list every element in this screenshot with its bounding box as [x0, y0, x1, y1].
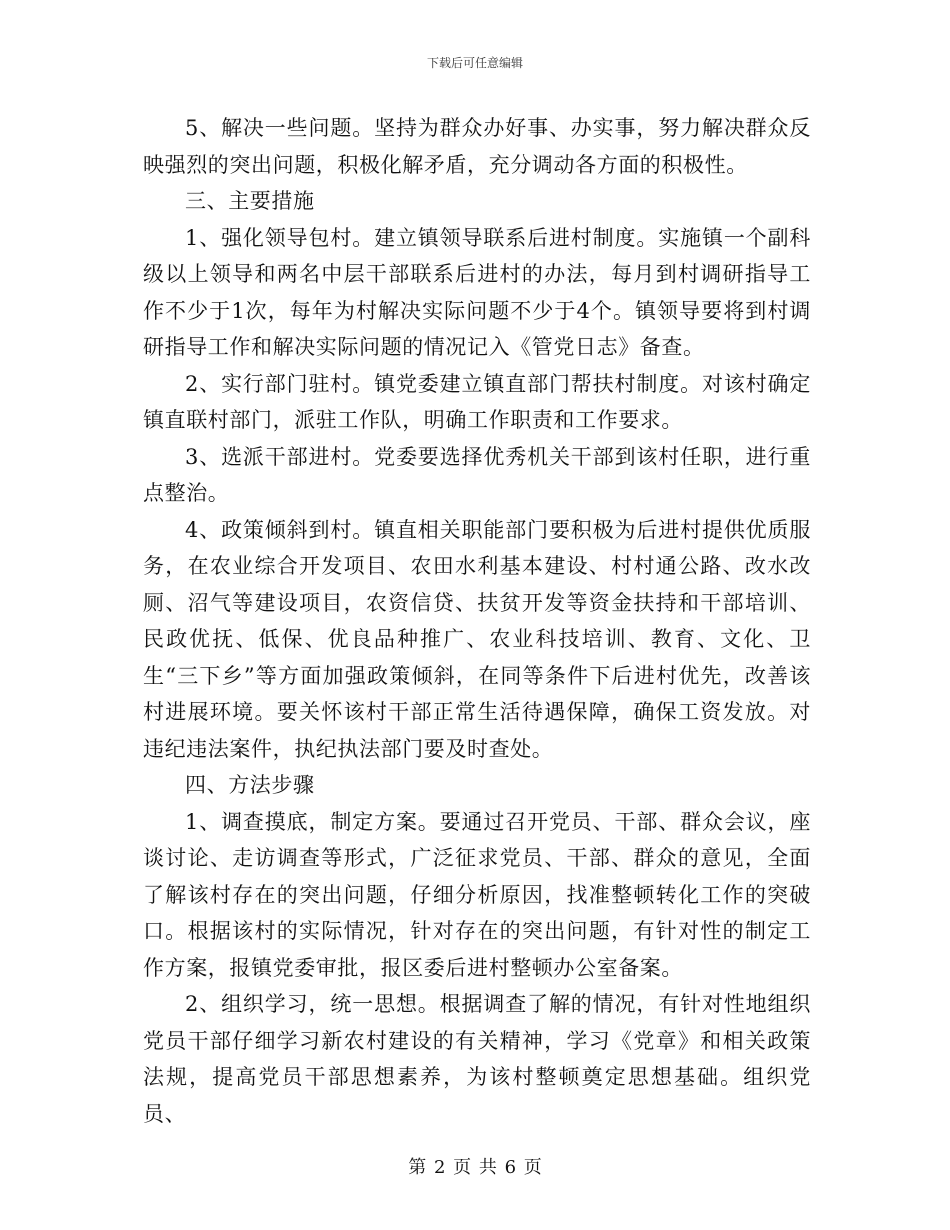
paragraph: 4、政策倾斜到村。镇直相关职能部门要积极为后进村提供优质服务，在农业综合开发项目、农田水利基本建设、村村通公路、改水改厕、沼气等建设项目，农资信贷、扶贫开发等资金扶持和干部培训、民政优抚、低保、优良品种推广、农业科技培训、教育、文化、卫生“三下乡”等方面加强政策倾斜，在同等条件下后进村优先，改善该村进展环境。要关怀该村干部正常生活待遇保障，确保工资发放。对违纪违法案件，执纪执法部门要及时查处。 — [143, 517, 811, 761]
paragraph: 5、解决一些问题。坚持为群众办好事、办实事，努力解决群众反映强烈的突出问题，积极化解矛盾，充分调动各方面的积极性。 — [143, 116, 811, 177]
paragraph: 2、组织学习，统一思想。根据调查了解的情况，有针对性地组织党员干部仔细学习新农村建设的有关精神，学习《党章》和相关政策法规，提高党员干部思想素养，为该村整顿奠定思想基础。组织党员、 — [143, 992, 811, 1126]
section-heading: 三、主要措施 — [185, 189, 315, 213]
paragraph: 1、强化领导包村。建立镇领导联系后进村制度。实施镇一个副科级以上领导和两名中层干部联系后进村的办法，每月到村调研指导工作不少于1次，每年为村解决实际问题不少于4个。镇领导要将到村调研指导工作和解决实际问题的情况记入《管党日志》备查。 — [143, 225, 811, 359]
section-heading: 四、方法步骤 — [185, 773, 315, 797]
paragraph: 1、调查摸底，制定方案。要通过召开党员、干部、群众会议，座谈讨论、走访调查等形式，广泛征求党员、干部、群众的意见，全面了解该村存在的突出问题，仔细分析原因，找准整顿转化工作的突破口。根据该村的实际情况，针对存在的突出问题，有针对性的制定工作方案，报镇党委审批，报区委后进村整顿办公室备案。 — [143, 809, 811, 980]
header-note: 下载后可任意编辑 — [426, 56, 523, 70]
paragraph: 3、选派干部进村。党委要选择优秀机关干部到该村任职，进行重点整治。 — [143, 444, 811, 505]
page-number-footer: 第 2 页 共 6 页 — [408, 1157, 542, 1178]
document-body — [143, 110, 811, 1132]
paragraph: 2、实行部门驻村。镇党委建立镇直部门帮扶村制度。对该村确定镇直联村部门，派驻工作队，明确工作职责和工作要求。 — [143, 371, 811, 432]
